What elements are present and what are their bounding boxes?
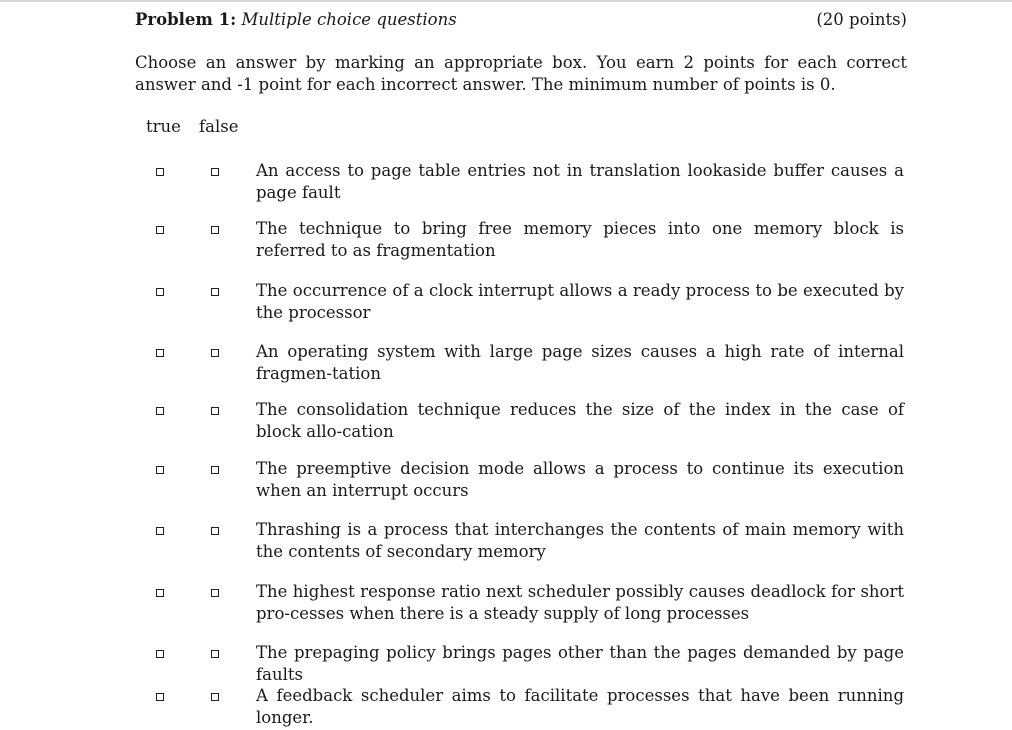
question-text: The highest response ratio next scheduler possibly causes deadlock for short pro-cesses when there is a steady supply of long processes	[256, 582, 904, 623]
question-text: An access to page table entries not in translation lookaside buffer causes a page fault	[256, 161, 904, 202]
instructions-paragraph: Choose an answer by marking an appropriate box. You earn 2 points for each correct answer and -1 point for each incorrect answer. The minimum number of points is 0.	[135, 53, 907, 94]
false-checkbox[interactable]	[211, 589, 219, 597]
false-checkbox[interactable]	[211, 466, 219, 474]
column-header-false: false	[199, 117, 239, 136]
question-text: The preemptive decision mode allows a process to continue its execution when an interrupt occurs	[256, 459, 904, 500]
page-top-border	[0, 0, 1012, 2]
question-text: The occurrence of a clock interrupt allows a ready process to be executed by the processor	[256, 281, 904, 322]
question-text: The technique to bring free memory pieces into one memory block is referred to as fragmentation	[256, 219, 904, 260]
false-checkbox[interactable]	[211, 226, 219, 234]
true-checkbox[interactable]	[156, 589, 164, 597]
false-checkbox[interactable]	[211, 349, 219, 357]
problem-label: Problem 1:	[135, 10, 237, 29]
false-checkbox[interactable]	[211, 288, 219, 296]
problem-header	[135, 9, 907, 31]
column-header-true: true	[146, 117, 181, 136]
false-checkbox[interactable]	[211, 407, 219, 415]
true-checkbox[interactable]	[156, 226, 164, 234]
question-text: A feedback scheduler aims to facilitate processes that have been running longer.	[256, 686, 904, 727]
question-text: The prepaging policy brings pages other than the pages demanded by page faults	[256, 643, 904, 684]
false-checkbox[interactable]	[211, 168, 219, 176]
false-checkbox[interactable]	[211, 527, 219, 535]
problem-topic: Multiple choice questions	[241, 10, 457, 29]
true-checkbox[interactable]	[156, 466, 164, 474]
false-checkbox[interactable]	[211, 650, 219, 658]
question-text: Thrashing is a process that interchanges the contents of main memory with the contents of secondary memory	[256, 520, 904, 561]
true-checkbox[interactable]	[156, 527, 164, 535]
true-checkbox[interactable]	[156, 349, 164, 357]
question-text: An operating system with large page sizes causes a high rate of internal fragmen-tation	[256, 342, 904, 383]
true-checkbox[interactable]	[156, 650, 164, 658]
true-checkbox[interactable]	[156, 693, 164, 701]
true-checkbox[interactable]	[156, 288, 164, 296]
true-checkbox[interactable]	[156, 407, 164, 415]
true-checkbox[interactable]	[156, 168, 164, 176]
false-checkbox[interactable]	[211, 693, 219, 701]
question-text: The consolidation technique reduces the size of the index in the case of block allo-cation	[256, 400, 904, 441]
problem-points: (20 points)	[816, 10, 907, 29]
